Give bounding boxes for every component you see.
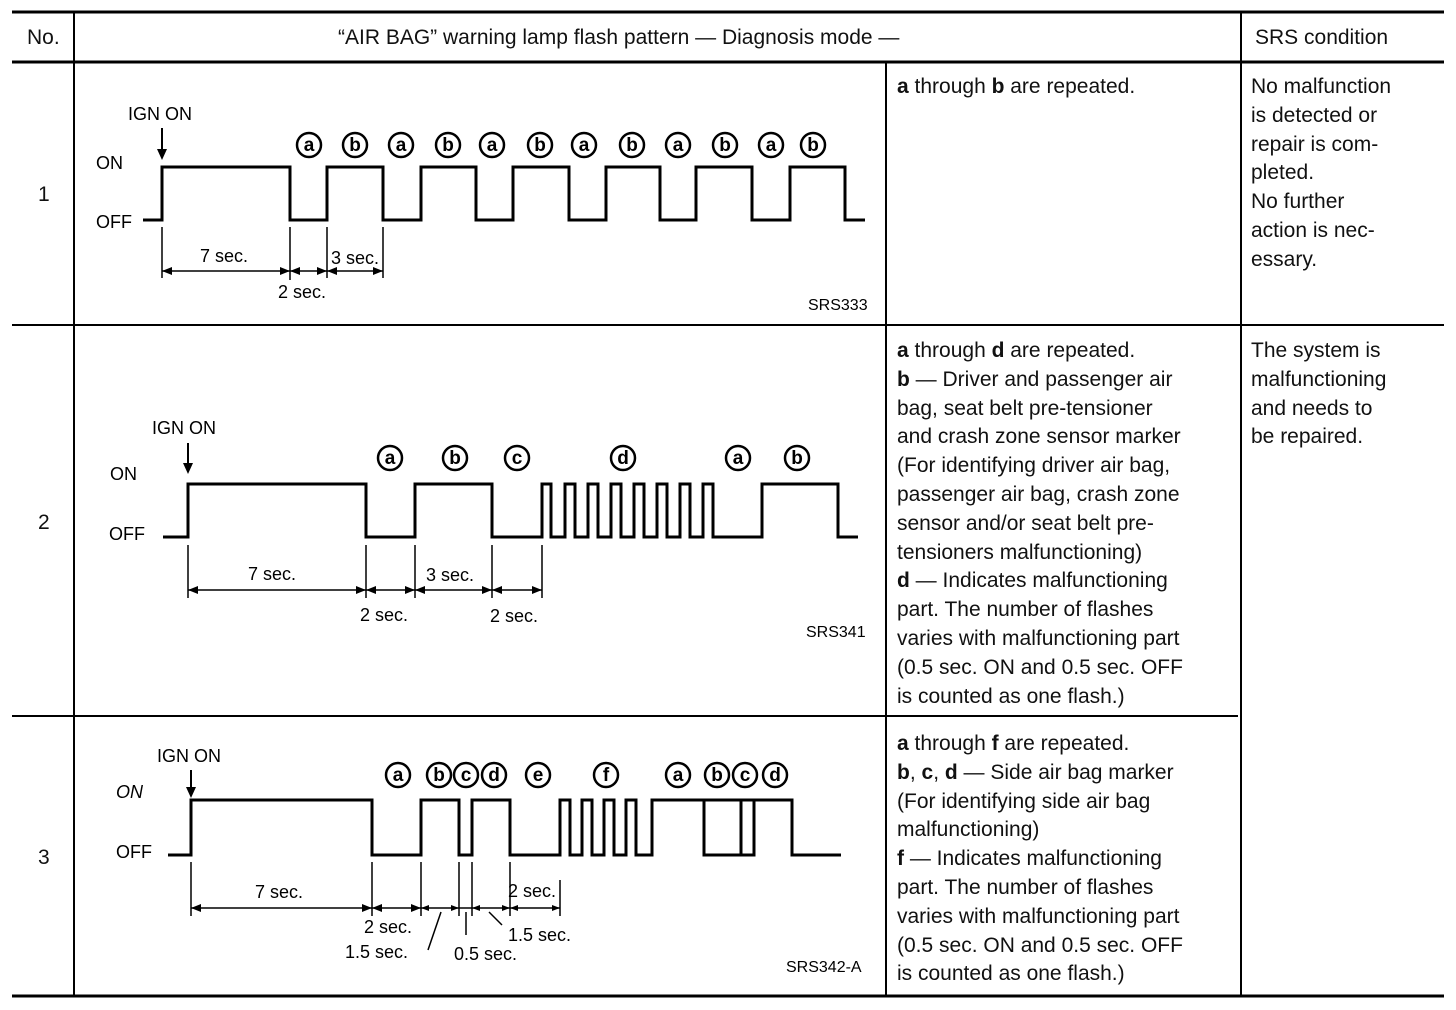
circled-letter-marker <box>594 763 618 787</box>
svg-text:a: a <box>732 448 744 469</box>
circled-letter-marker <box>620 133 644 157</box>
dim-label: 2 sec. <box>360 605 409 625</box>
circled-letter-marker <box>526 763 550 787</box>
ign-on-label: IGN ON <box>152 418 217 438</box>
condition-row-2: The system is malfunctioning and needs to be repaired. <box>1251 339 1387 449</box>
circled-letter-marker <box>343 133 367 157</box>
circled-letter-marker <box>427 763 451 787</box>
circled-letter-marker <box>705 763 729 787</box>
svg-text:b: b <box>349 135 361 156</box>
dim-label: 2 sec. <box>490 606 539 626</box>
circled-letter-marker <box>454 763 478 787</box>
on-label: ON <box>110 464 137 484</box>
dim-label: 7 sec. <box>200 246 249 266</box>
dim-label: 1.5 sec. <box>345 942 409 962</box>
flash-pattern-diagram <box>75 63 887 325</box>
dim-label: 7 sec. <box>255 882 304 902</box>
description-row-2: a through d are repeated. b — Driver and passenger air bag, seat belt pre-tensioner and crash zone sensor marker (For identifying driver air bag, passenger air bag, crash zone sensor and/or seat belt pre- tensioners malfunctioning) d — Indicates malfunctioning part. The number of flashes varies with malfunctioning part (0.5 sec. ON and 0.5 sec. OFF is counted as one flash.) <box>897 339 1183 708</box>
circled-letter-marker <box>713 133 737 157</box>
svg-text:a: a <box>303 135 315 156</box>
off-label: OFF <box>116 842 152 862</box>
svg-text:a: a <box>486 135 498 156</box>
dim-label: 2 sec. <box>508 881 557 901</box>
circled-letter-marker <box>480 133 504 157</box>
svg-text:a: a <box>672 135 684 156</box>
dim-label: 3 sec. <box>331 248 380 268</box>
flash-pattern-diagram <box>75 717 887 997</box>
dim-label: 1.5 sec. <box>508 925 572 945</box>
circled-letter-marker <box>389 133 413 157</box>
svg-text:b: b <box>449 448 461 469</box>
circled-letter-marker <box>505 446 529 470</box>
svg-text:d: d <box>769 765 781 786</box>
figure-code: SRS333 <box>808 297 868 314</box>
svg-text:c: c <box>460 765 472 786</box>
svg-text:b: b <box>807 135 819 156</box>
dim-label: 2 sec. <box>364 917 413 937</box>
circled-letter-marker <box>785 446 809 470</box>
ign-on-label: IGN ON <box>128 104 193 124</box>
dim-label: 0.5 sec. <box>454 944 518 964</box>
dim-label: 7 sec. <box>248 564 297 584</box>
dim-label: 2 sec. <box>278 282 327 302</box>
on-label: ON <box>96 153 123 173</box>
svg-text:a: a <box>672 765 684 786</box>
circled-letter-marker <box>733 763 757 787</box>
svg-text:b: b <box>433 765 445 786</box>
dim-label: 3 sec. <box>426 565 475 585</box>
svg-text:a: a <box>395 135 407 156</box>
circled-letter-marker <box>759 133 783 157</box>
svg-text:c: c <box>511 448 523 469</box>
header-condition: SRS condition <box>1255 26 1389 49</box>
lamp-waveform <box>163 484 858 537</box>
svg-text:a: a <box>765 135 777 156</box>
header-pattern: “AIR BAG” warning lamp flash pattern — Diagnosis mode — <box>338 26 900 49</box>
svg-text:b: b <box>719 135 731 156</box>
circled-letter-marker <box>482 763 506 787</box>
svg-text:f: f <box>602 765 610 786</box>
circled-letter-marker <box>528 133 552 157</box>
svg-text:a: a <box>392 765 404 786</box>
svg-text:e: e <box>532 765 544 786</box>
svg-text:b: b <box>534 135 546 156</box>
header-no: No. <box>27 26 60 49</box>
circled-letter-marker <box>572 133 596 157</box>
circled-letter-marker <box>443 446 467 470</box>
circled-letter-marker <box>801 133 825 157</box>
circled-letter-marker <box>763 763 787 787</box>
circled-letter-marker <box>297 133 321 157</box>
svg-text:b: b <box>711 765 723 786</box>
svg-text:d: d <box>488 765 500 786</box>
ign-on-label: IGN ON <box>157 746 222 766</box>
lamp-waveform <box>143 167 865 220</box>
on-label: ON <box>116 782 143 802</box>
circled-letter-marker <box>666 133 690 157</box>
row-number: 3 <box>38 846 50 869</box>
row-number: 1 <box>38 183 50 206</box>
circled-letter-marker <box>436 133 460 157</box>
svg-text:b: b <box>626 135 638 156</box>
circled-letter-marker <box>386 763 410 787</box>
svg-text:d: d <box>617 448 629 469</box>
description-row-1: a through b are repeated. <box>897 75 1136 98</box>
svg-text:c: c <box>739 765 751 786</box>
circled-letter-marker <box>726 446 750 470</box>
circled-letter-marker <box>666 763 690 787</box>
lamp-waveform <box>168 800 841 855</box>
circled-letter-marker <box>378 446 402 470</box>
circled-letter-marker <box>611 446 635 470</box>
svg-text:b: b <box>791 448 803 469</box>
figure-code: SRS342-A <box>786 959 862 976</box>
description-row-3: a through f are repeated. b, c, d — Side air bag marker (For identifying side air bag malfunctioning) f — Indicates malfunctioning part. The number of flashes varies with malfunctioning part (0.5 sec. ON and 0.5 sec. OFF is counted as one flash.) <box>897 732 1183 986</box>
svg-text:a: a <box>384 448 396 469</box>
figure-code: SRS341 <box>806 624 866 641</box>
flash-pattern-diagram <box>75 326 887 716</box>
condition-row-1: No malfunction is detected or repair is com- pleted. No further action is nec- essary. <box>1251 75 1392 271</box>
svg-text:a: a <box>578 135 590 156</box>
row-number: 2 <box>38 511 50 534</box>
svg-text:b: b <box>442 135 454 156</box>
off-label: OFF <box>109 524 145 544</box>
off-label: OFF <box>96 212 132 232</box>
